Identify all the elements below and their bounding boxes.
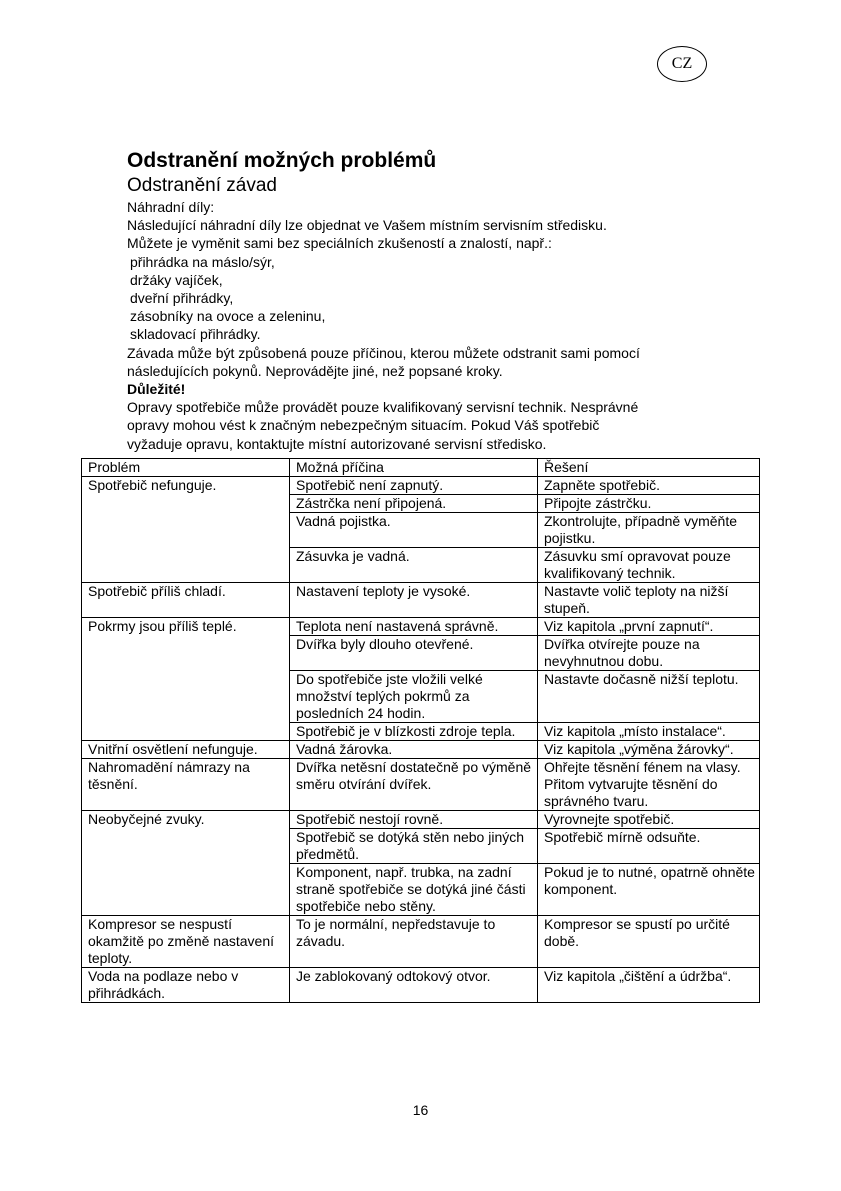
intro-paragraph: Následující náhradní díly lze objednat ve Vašem místním servisním středisku.	[127, 217, 607, 234]
cell-solution: Dvířka otvírejte pouze na nevyhnutnou dobu.	[538, 636, 760, 671]
cell-solution: Viz kapitola „místo instalace“.	[538, 723, 760, 741]
cell-cause: Spotřebič je v blízkosti zdroje tepla.	[290, 723, 538, 741]
cell-problem: Vnitřní osvětlení nefunguje.	[82, 741, 290, 759]
table-row	[82, 811, 760, 829]
cell-cause: Vadná pojistka.	[290, 513, 538, 548]
warning-paragraph: opravy mohou vést k značným nebezpečným situacím. Pokud Váš spotřebič	[127, 417, 600, 434]
cell-cause: Teplota není nastavená správně.	[290, 618, 538, 636]
table-row	[82, 618, 760, 636]
cell-cause: Spotřebič se dotýká stěn nebo jiných předmětů.	[290, 829, 538, 864]
page-number: 16	[412, 1102, 429, 1118]
cell-cause: Zásuvka je vadná.	[290, 548, 538, 583]
cell-solution: Nastavte dočasně nižší teplotu.	[538, 671, 760, 723]
cell-cause: Spotřebič nestojí rovně.	[290, 811, 538, 829]
cell-cause: Nastavení teploty je vysoké.	[290, 583, 538, 618]
parts-list-item: zásobníky na ovoce a zeleninu,	[130, 308, 326, 325]
cell-cause: To je normální, nepředstavuje to závadu.	[290, 916, 538, 968]
intro-section	[127, 148, 767, 453]
table-row	[82, 477, 760, 495]
cell-cause: Komponent, např. trubka, na zadní straně spotřebiče se dotýká jiné části spotřebiče nebo stěny.	[290, 864, 538, 916]
cell-problem: Pokrmy jsou příliš teplé.	[82, 618, 290, 741]
parts-list-item: přihrádka na máslo/sýr,	[130, 253, 275, 270]
cell-solution: Zkontrolujte, případně vyměňte pojistku.	[538, 513, 760, 548]
cell-solution: Kompresor se spustí po určité době.	[538, 916, 760, 968]
cell-cause: Zástrčka není připojená.	[290, 495, 538, 513]
cell-problem: Spotřebič příliš chladí.	[82, 583, 290, 618]
troubleshooting-table	[81, 458, 760, 1003]
parts-list-item: dveřní přihrádky,	[130, 290, 234, 307]
parts-list-item: skladovací přihrádky.	[130, 326, 261, 343]
cell-solution: Zapněte spotřebič.	[538, 477, 760, 495]
intro-paragraph: Můžete je vyměnit sami bez speciálních zkušeností a znalostí, např.:	[127, 235, 552, 252]
important-label: Důležité!	[127, 381, 186, 398]
language-badge: CZ	[657, 46, 707, 82]
intro-paragraph: Závada může být způsobená pouze příčinou, kterou můžete odstranit sami pomocí	[127, 344, 640, 361]
cell-cause: Do spotřebiče jste vložili velké množství teplých pokrmů za posledních 24 hodin.	[290, 671, 538, 723]
cell-problem: Voda na podlaze nebo v přihrádkách.	[82, 968, 290, 1003]
cell-solution: Spotřebič mírně odsuňte.	[538, 829, 760, 864]
cell-problem: Nahromadění námrazy na těsnění.	[82, 759, 290, 811]
cell-solution: Viz kapitola „první zapnutí“.	[538, 618, 760, 636]
page-title: Odstranění možných problémů	[127, 149, 437, 172]
cell-solution: Vyrovnejte spotřebič.	[538, 811, 760, 829]
spare-parts-label: Náhradní díly:	[127, 199, 215, 215]
cell-problem: Neobyčejné zvuky.	[82, 811, 290, 916]
header-cause: Možná příčina	[290, 459, 538, 477]
cell-cause: Dvířka netěsní dostatečně po výměně směru otvírání dvířek.	[290, 759, 538, 811]
header-problem: Problém	[82, 459, 290, 477]
table-header-row	[82, 459, 760, 477]
table-row	[82, 759, 760, 811]
cell-cause: Je zablokovaný odtokový otvor.	[290, 968, 538, 1003]
cell-solution: Viz kapitola „čištění a údržba“.	[538, 968, 760, 1003]
warning-paragraph: vyžaduje opravu, kontaktujte místní autorizované servisní středisko.	[127, 435, 547, 452]
cell-solution: Zásuvku smí opravovat pouze kvalifikovaný technik.	[538, 548, 760, 583]
intro-paragraph: následujících pokynů. Neprovádějte jiné, než popsané kroky.	[127, 362, 503, 379]
cell-solution: Nastavte volič teploty na nižší stupeň.	[538, 583, 760, 618]
table-row	[82, 583, 760, 618]
cell-problem: Spotřebič nefunguje.	[82, 477, 290, 583]
cell-cause: Vadná žárovka.	[290, 741, 538, 759]
header-solution: Řešení	[538, 459, 760, 477]
cell-cause: Spotřebič není zapnutý.	[290, 477, 538, 495]
cell-cause: Dvířka byly dlouho otevřené.	[290, 636, 538, 671]
cell-solution: Pokud je to nutné, opatrně ohněte komponent.	[538, 864, 760, 916]
cell-solution: Připojte zástrčku.	[538, 495, 760, 513]
table-row	[82, 741, 760, 759]
cell-problem: Kompresor se nespustí okamžitě po změně nastavení teploty.	[82, 916, 290, 968]
table-row	[82, 968, 760, 1003]
cell-solution: Viz kapitola „výměna žárovky“.	[538, 741, 760, 759]
warning-paragraph: Opravy spotřebiče může provádět pouze kvalifikovaný servisní technik. Nesprávné	[127, 399, 639, 416]
parts-list-item: držáky vajíček,	[130, 271, 223, 288]
cell-solution: Ohřejte těsnění fénem na vlasy. Přitom vytvarujte těsnění do správného tvaru.	[538, 759, 760, 811]
table-row	[82, 916, 760, 968]
section-subtitle: Odstranění závad	[127, 175, 277, 196]
